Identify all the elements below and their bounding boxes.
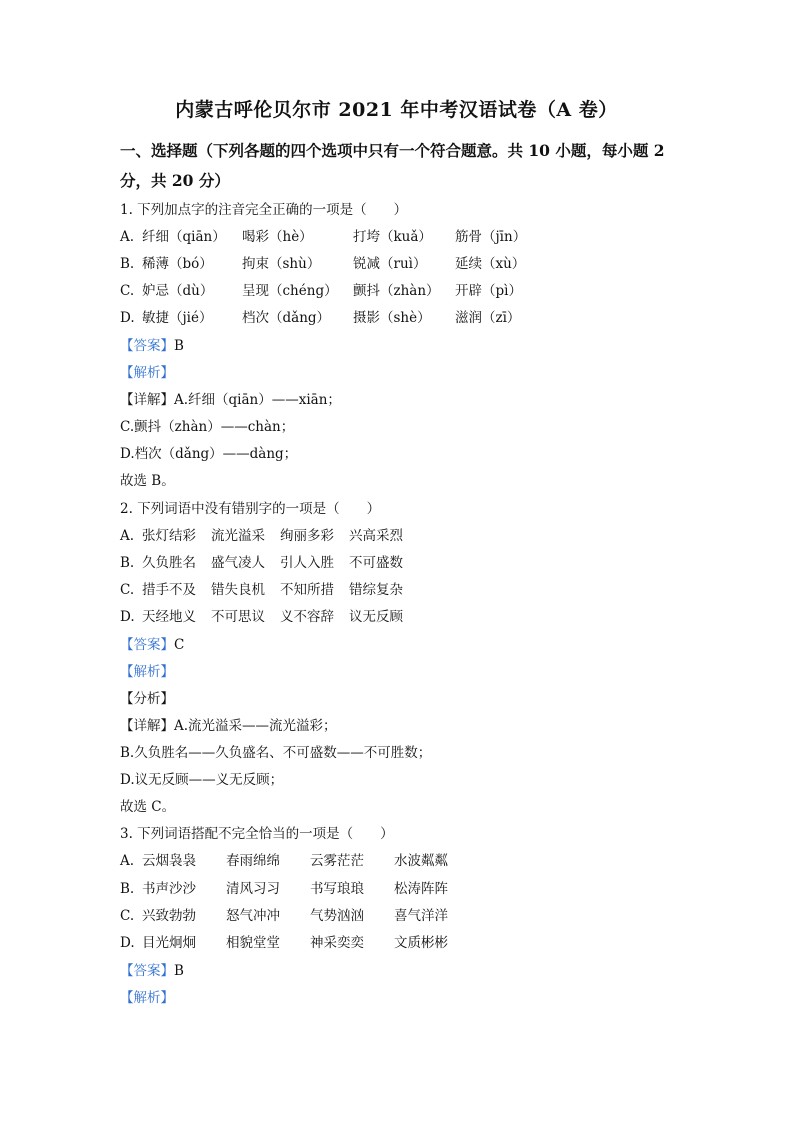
option-label: C. — [120, 283, 135, 299]
option-label: D. — [120, 609, 135, 625]
q1-analysis-tag — [120, 363, 174, 383]
option-item: 水波粼粼 — [394, 853, 448, 869]
option-item: 摄影（shè） — [353, 310, 431, 326]
option-item: 错失良机 — [211, 582, 265, 598]
option-label: A. — [120, 229, 135, 245]
q3-analysis-tag — [120, 988, 174, 1008]
option-label: C. — [120, 908, 135, 924]
option-item: 春雨绵绵 — [226, 853, 280, 869]
answer-tag: 【答案】 — [120, 637, 174, 653]
q2-answer — [120, 635, 184, 655]
answer-value: B — [174, 338, 184, 354]
option-item: 纤细（qiān） — [142, 229, 226, 245]
option-item: 绚丽多彩 — [280, 528, 334, 544]
option-item: 打垮（kuǎ） — [353, 229, 432, 245]
option-item: 锐减（ruì） — [353, 256, 427, 272]
option-item: 书声沙沙 — [142, 881, 196, 897]
q2-detail-line: D.议无反顾——义无反顾； — [120, 772, 284, 788]
option-item: 不可思议 — [211, 609, 265, 625]
option-item: 清风习习 — [226, 881, 280, 897]
q2-stem: 2. 下列词语中没有错别字的一项是（ ） — [120, 501, 381, 517]
q1-conclusion: 故选 B。 — [120, 473, 175, 489]
option-item: 盛气凌人 — [211, 555, 265, 571]
q1-detail-line: C.颤抖（zhàn）——chàn； — [120, 419, 295, 435]
option-item: 拘束（shù） — [242, 256, 321, 272]
analysis-tag: 【解析】 — [120, 365, 174, 381]
option-item: 松涛阵阵 — [394, 881, 448, 897]
option-item: 引人入胜 — [280, 555, 334, 571]
option-item: 不可盛数 — [349, 555, 403, 571]
q2-analysis-tag — [120, 662, 174, 682]
option-item: 神采奕奕 — [310, 935, 364, 951]
q1-detail-line: D.档次（dǎng）——dàng； — [120, 446, 298, 462]
option-item: 气势汹汹 — [310, 908, 364, 924]
q3-answer — [120, 961, 184, 981]
q2-conclusion: 故选 C。 — [120, 799, 176, 815]
option-item: 义不容辞 — [280, 609, 334, 625]
option-item: 滋润（zī） — [455, 310, 521, 326]
section-heading — [120, 136, 700, 196]
option-item: 错综复杂 — [349, 582, 403, 598]
option-item: 文质彬彬 — [394, 935, 448, 951]
option-item: 流光溢采 — [211, 528, 265, 544]
q1-detail-line: 【详解】A.纤细（qiān）——xiān； — [120, 392, 341, 408]
option-item: 颤抖（zhàn） — [353, 283, 440, 299]
option-item: 久负胜名 — [142, 555, 196, 571]
q2-detail-line: B.久负胜名——久负盛名、不可盛数——不可胜数； — [120, 745, 432, 761]
option-item: 云雾茫茫 — [310, 853, 364, 869]
option-item: 筋骨（jīn） — [455, 229, 527, 245]
option-label: A. — [120, 528, 135, 544]
option-item: 敏捷（jié） — [142, 310, 213, 326]
option-item: 兴高采烈 — [349, 528, 403, 544]
answer-value: C — [174, 637, 185, 653]
q2-fenxi-tag: 【分析】 — [120, 691, 174, 707]
section-heading-line2: 分，共 20 分） — [120, 171, 230, 190]
option-label: B. — [120, 881, 135, 897]
option-item: 呈现（chéng） — [242, 283, 338, 299]
answer-tag: 【答案】 — [120, 963, 174, 979]
q3-stem: 3. 下列词语搭配不完全恰当的一项是（ ） — [120, 826, 394, 842]
q2-detail-line: 【详解】A.流光溢采——流光溢彩； — [120, 718, 337, 734]
option-label: B. — [120, 555, 135, 571]
analysis-tag: 【解析】 — [120, 990, 174, 1006]
option-item: 档次（dǎng） — [242, 310, 331, 326]
option-item: 兴致勃勃 — [142, 908, 196, 924]
option-item: 喝彩（hè） — [242, 229, 313, 245]
option-item: 相貌堂堂 — [226, 935, 280, 951]
option-item: 稀薄（bó） — [142, 256, 213, 272]
option-label: C. — [120, 582, 135, 598]
option-item: 延续（xù） — [455, 256, 526, 272]
option-item: 妒忌（dù） — [142, 283, 214, 299]
option-label: D. — [120, 310, 135, 326]
option-item: 议无反顾 — [349, 609, 403, 625]
document-title: 内蒙古呼伦贝尔市 2021 年中考汉语试卷（A 卷） — [175, 99, 618, 121]
q1-stem: 1. 下列加点字的注音完全正确的一项是（ ） — [120, 202, 408, 218]
option-item: 张灯结彩 — [142, 528, 196, 544]
option-label: D. — [120, 935, 135, 951]
section-heading-line1: 一、选择题（下列各题的四个选项中只有一个符合题意。共 10 小题，每小题 2 — [120, 141, 665, 160]
option-item: 开辟（pì） — [455, 283, 522, 299]
option-item: 书写琅琅 — [310, 881, 364, 897]
option-item: 不知所措 — [280, 582, 334, 598]
option-item: 喜气洋洋 — [394, 908, 448, 924]
answer-tag: 【答案】 — [120, 338, 174, 354]
analysis-tag: 【解析】 — [120, 664, 174, 680]
option-item: 云烟袅袅 — [142, 853, 196, 869]
option-item: 天经地义 — [142, 609, 196, 625]
option-item: 目光炯炯 — [142, 935, 196, 951]
q1-answer — [120, 336, 184, 356]
option-item: 措手不及 — [142, 582, 196, 598]
option-label: B. — [120, 256, 135, 272]
option-item: 怒气冲冲 — [226, 908, 280, 924]
answer-value: B — [174, 963, 184, 979]
option-label: A. — [120, 853, 135, 869]
